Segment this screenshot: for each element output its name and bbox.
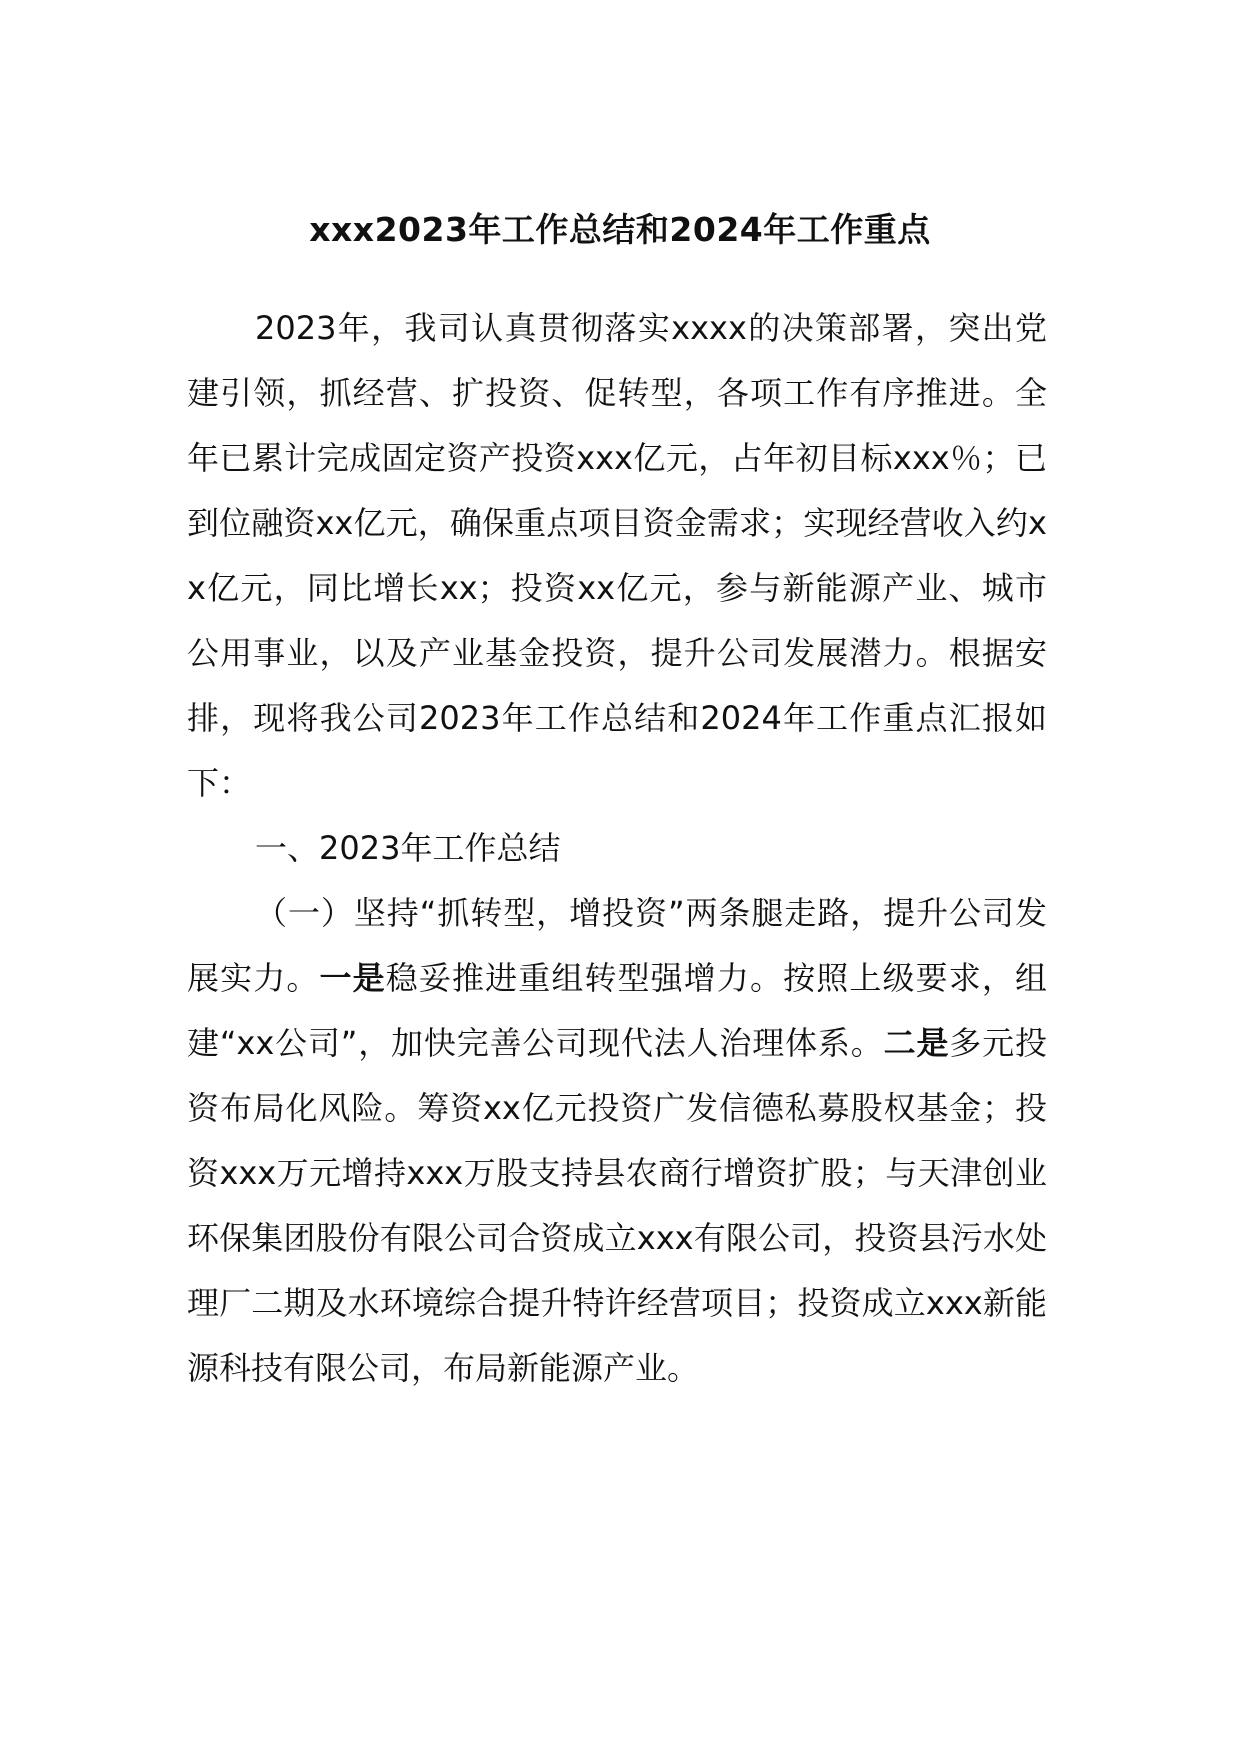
subsection-paragraph	[187, 881, 1047, 1401]
point-one-label: 一是	[319, 959, 386, 997]
intro-paragraph: 2023年，我司认真贯彻落实xxxx的决策部署，突出党建引领，抓经营、扩投资、促转型，各项工作有序推进。全年已累计完成固定资产投资xxx亿元，占年初目标xxx％；已到位融资xx亿元，确保重点项目资金需求；实现经营收入约xx亿元，同比增长xx；投资xx亿元，参与新能源产业、城市公用事业，以及产业基金投资，提升公司发展潜力。根据安排，现将我公司2023年工作总结和2024年工作重点汇报如下：	[187, 309, 1047, 802]
subsection-heading: （一）坚持“抓转型，增投资”两条腿走路，提升公司发展实力。	[187, 894, 1047, 997]
point-one-text: 稳妥推进重组转型强增力。按照上级要求，组建“xx公司”，加快完善公司现代法人治理体系。	[187, 959, 1047, 1062]
document-body	[187, 296, 1047, 1401]
document-title: xxx2023年工作总结和2024年工作重点	[309, 210, 931, 249]
point-two-label: 二是	[883, 1024, 950, 1062]
point-two-text: 多元投资布局化风险。筹资xx亿元投资广发信德私募股权基金；投资xxx万元增持xxx万股支持县农商行增资扩股；与天津创业环保集团股份有限公司合资成立xxx有限公司，投资县污水处理厂二期及水环境综合提升特许经营项目；投资成立xxx新能源科技有限公司，布局新能源产业。	[187, 1024, 1047, 1387]
section-heading: 一、2023年工作总结	[255, 829, 561, 867]
